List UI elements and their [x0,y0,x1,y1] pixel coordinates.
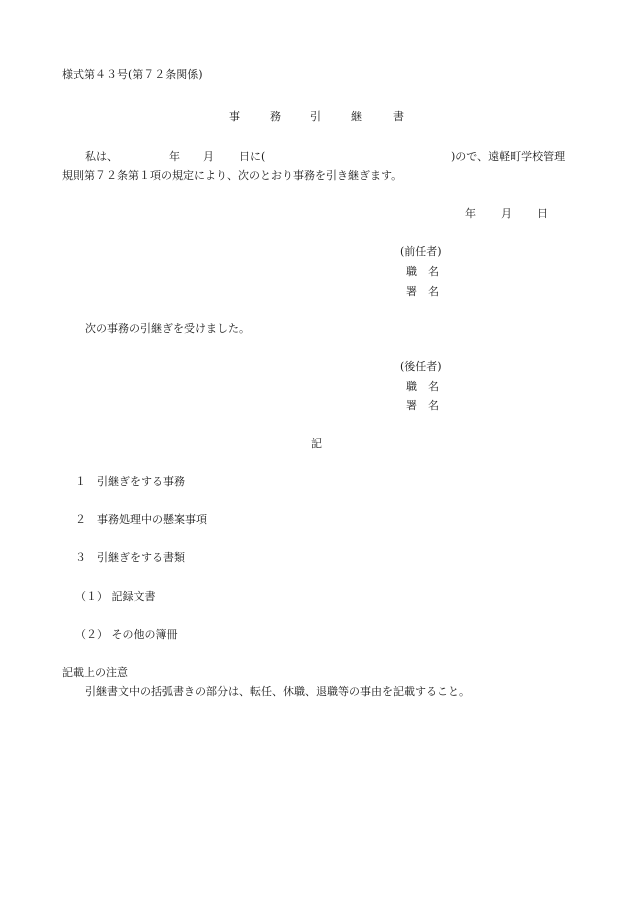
title-char: 引 [310,110,321,123]
sub-list-item: （１） 記録文書 [75,590,156,603]
body-prefix: 私は、 [85,150,118,163]
date-day-label: 日 [537,207,548,220]
successor-position: 職 名 [406,380,439,393]
title-char: 事 [229,110,240,123]
predecessor-label: (前任者) [400,245,442,258]
predecessor-signature: 署 名 [406,285,439,298]
sub-list-item: （２） その他の簿冊 [75,628,178,641]
body-month-label: 月 [203,150,214,163]
list-item: １ 引継ぎをする事務 [75,475,185,488]
title-char: 書 [393,110,404,123]
title-char: 継 [351,110,362,123]
notes-text: 引継書文中の括弧書きの部分は、転任、休職、退職等の事由を記載すること。 [85,685,470,698]
successor-signature: 署 名 [406,399,439,412]
body-year-label: 年 [169,150,180,163]
body-line-2: 規則第７２条第１項の規定により、次のとおり事務を引き継ぎます。 [62,169,403,182]
date-month-label: 月 [501,207,512,220]
successor-label: (後任者) [400,360,442,373]
date-year-label: 年 [465,207,476,220]
notes-heading: 記載上の注意 [62,666,128,679]
body-reason-close: )ので、遠軽町学校管理 [451,150,566,163]
list-item: ３ 引継ぎをする書類 [75,551,185,564]
ki-heading: 記 [311,437,322,450]
predecessor-position: 職 名 [406,265,439,278]
body-day-label: 日に( [239,150,266,163]
received-text: 次の事務の引継ぎを受けました。 [85,322,250,335]
form-number: 様式第４３号(第７２条関係) [62,68,203,81]
list-item: ２ 事務処理中の懸案事項 [75,513,207,526]
title-char: 務 [270,110,281,123]
